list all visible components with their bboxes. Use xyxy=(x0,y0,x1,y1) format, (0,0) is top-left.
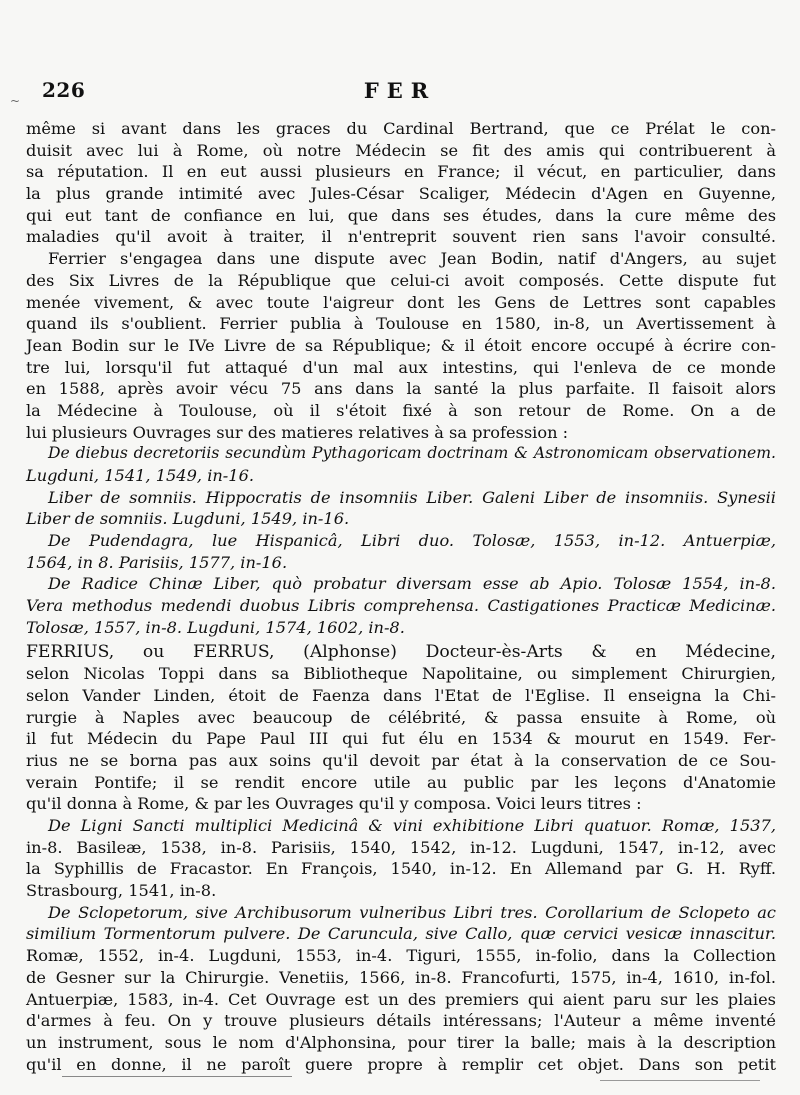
text-line: lui plusieurs Ouvrages sur des matieres relatives à sa profession : xyxy=(26,422,569,442)
bibliography-line: Vera methodus medendi duobus Libris comprehensa. Castigationes Practicæ Medicinæ. xyxy=(26,596,776,616)
running-head: FER xyxy=(363,78,437,103)
text-line: Jean Bodin sur le IVe Livre de sa République; & il étoit encore occupé à écrire con- xyxy=(26,335,776,355)
bibliography-line: De Radice Chinæ Liber, quò probatur diversam esse ab Apio. Tolosæ 1554, in-8. xyxy=(48,574,776,594)
bibliography-line: Tolosæ, 1557, in-8. Lugduni, 1574, 1602, in-8. xyxy=(26,617,405,637)
bibliography-line: de Gesner sur la Chirurgie. Venetiis, 1566, in-8. Francofurti, 1575, in-4, 1610, in-fol. xyxy=(26,967,776,987)
page-header xyxy=(0,78,800,108)
text-line: rurgie à Naples avec beaucoup de célébrité, & passa ensuite à Rome, où xyxy=(26,707,776,727)
text-line: quand ils s'oublient. Ferrier publia à Toulouse en 1580, in-8, un Avertissement à xyxy=(26,314,776,334)
text-line: la Médecine à Toulouse, où il s'étoit fixé à son retour de Rome. On a de xyxy=(26,400,776,420)
entry-heading-line: FERRIUS, ou FERRUS, (Alphonse) Docteur-ès-Arts & en Médecine, xyxy=(26,641,776,662)
text-line: il fut Médecin du Pape Paul III qui fut élu en 1534 & mourut en 1549. Fer- xyxy=(26,729,776,749)
bibliography-line: Liber de somniis. Hippocratis de insomniis Liber. Galeni Liber de insomniis. Synesii xyxy=(48,487,776,507)
bibliography-line: 1564, in 8. Parisiis, 1577, in-16. xyxy=(26,552,288,572)
bibliography-line: De Pudendagra, lue Hispanicâ, Libri duo. Tolosæ, 1553, in-12. Antuerpiæ, xyxy=(48,531,776,551)
bibliography-line: De Sclopetorum, sive Archibusorum vulneribus Libri tres. Corollarium de Sclopeto ac xyxy=(48,902,776,922)
text-line: selon Vander Linden, étoit de Faenza dans l'Etat de l'Eglise. Il enseigna la Chi- xyxy=(26,685,776,705)
page-body xyxy=(26,118,776,1075)
bibliography-line: De diebus decretoriis secundùm Pythagoricam doctrinam & Astronomicam observationem. xyxy=(48,444,776,463)
text-line: qu'il en donne, il ne paroît guere propre à remplir cet objet. Dans son petit xyxy=(26,1054,776,1074)
text-line: d'armes à feu. On y trouve plusieurs détails intéressans; l'Auteur a même inventé xyxy=(26,1011,776,1031)
footer-rule-left xyxy=(62,1076,292,1077)
margin-mark: ~ xyxy=(10,94,21,108)
footer-rule-right xyxy=(600,1080,760,1081)
bibliography-line: Strasbourg, 1541, in-8. xyxy=(26,881,217,901)
text-line: qu'il donna à Rome, & par les Ouvrages qu'il y composa. Voici leurs titres : xyxy=(26,794,642,814)
text-line: selon Nicolas Toppi dans sa Bibliotheque Napolitaine, ou simplement Chirurgien, xyxy=(26,664,776,684)
text-line: la plus grande intimité avec Jules-César Scaliger, Médecin d'Agen en Guyenne, xyxy=(26,184,776,204)
bibliography-line: la Syphillis de Fracastor. En François, 1540, in-12. En Allemand par G. H. Ryff. xyxy=(26,859,776,879)
text-line: Ferrier s'engagea dans une dispute avec Jean Bodin, natif d'Angers, au sujet xyxy=(48,249,776,269)
text-line: menée vivement, & avec toute l'aigreur dont les Gens de Lettres sont capables xyxy=(26,292,776,312)
text-line: en 1588, après avoir vécu 75 ans dans la santé la plus parfaite. Il faisoit alors xyxy=(26,379,776,399)
text-line: tre lui, lorsqu'il fut attaqué d'un mal aux intestins, qui l'enleva de ce monde xyxy=(26,357,776,377)
text-line: verain Pontife; il se rendit encore utile au public par les leçons d'Anatomie xyxy=(26,772,776,792)
bibliography-line: in-8. Basileæ, 1538, in-8. Parisiis, 1540, 1542, in-12. Lugduni, 1547, in-12, avec xyxy=(26,837,776,857)
bibliography-line: similium Tormentorum pulvere. De Caruncula, sive Callo, quæ cervici vesicæ innascitur. xyxy=(26,924,776,944)
text-line: rius ne se borna pas aux soins qu'il devoit par état à la conservation de ce Sou- xyxy=(26,750,776,770)
bibliography-line: Liber de somniis. Lugduni, 1549, in-16. xyxy=(26,509,350,529)
text-line: duisit avec lui à Rome, où notre Médecin se fit des amis qui contribuerent à xyxy=(26,140,776,160)
footer-rules xyxy=(0,1076,800,1088)
text-line: Antuerpiæ, 1583, in-4. Cet Ouvrage est un des premiers qui aient paru sur les plaies xyxy=(26,989,776,1009)
bibliography-line: Lugduni, 1541, 1549, in-16. xyxy=(26,466,255,485)
text-line: qui eut tant de confiance en lui, que dans ses études, dans la cure même des xyxy=(26,205,776,225)
text-line: un instrument, sous le nom d'Alphonsina, pour tirer la balle; mais à la description xyxy=(26,1032,776,1052)
text-line: même si avant dans les graces du Cardinal Bertrand, que ce Prélat le con- xyxy=(26,119,776,138)
text-line: des Six Livres de la République que celui-ci avoit composés. Cette dispute fut xyxy=(26,270,776,290)
text-line: maladies qu'il avoit à traiter, il n'entreprit souvent rien sans l'avoir consulté. xyxy=(26,227,776,247)
page-number: 226 xyxy=(42,78,86,102)
bibliography-line: Romæ, 1552, in-4. Lugduni, 1553, in-4. Tiguri, 1555, in-folio, dans la Collection xyxy=(26,946,776,966)
bibliography-line: De Ligni Sancti multiplici Medicinâ & vini exhibitione Libri quatuor. Romæ, 1537, xyxy=(48,816,776,835)
text-line: sa réputation. Il en eut aussi plusieurs en France; il vécut, en particulier, dans xyxy=(26,162,776,182)
